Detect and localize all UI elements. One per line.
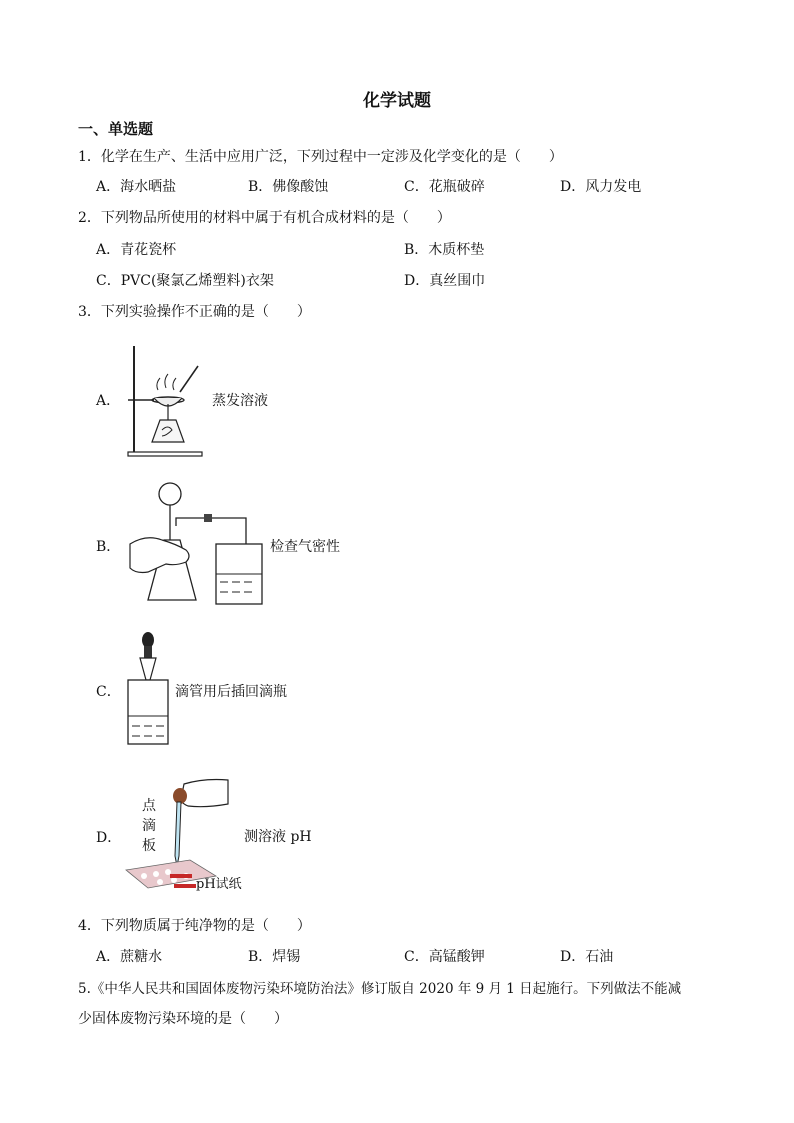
q1-option-d[interactable]: D．风力发电 — [560, 179, 642, 195]
dropper-bottle-figure — [124, 630, 172, 748]
q3-option-d-caption: 测溶液 pH — [244, 829, 312, 845]
q4-option-a[interactable]: A．蔗糖水 — [96, 949, 163, 965]
q3-option-c-caption: 滴管用后插回滴瓶 — [175, 684, 287, 700]
q4-option-b[interactable]: B．焊锡 — [248, 949, 301, 965]
q2-option-d[interactable]: D．真丝围巾 — [404, 273, 486, 289]
plate-label-char-3: 板 — [142, 838, 156, 854]
q2-option-c[interactable]: C．PVC(聚氯乙烯塑料)衣架 — [96, 273, 274, 289]
question-2-stem: 2．下列物品所使用的材料中属于有机合成材料的是（ ） — [78, 210, 451, 226]
q1-option-a[interactable]: A．海水晒盐 — [96, 179, 177, 195]
q3-option-c-letter[interactable]: C． — [96, 684, 121, 700]
q3-option-a-letter[interactable]: A． — [96, 393, 121, 409]
question-1-stem: 1．化学在生产、生活中应用广泛，下列过程中一定涉及化学变化的是（ ） — [78, 149, 563, 165]
airtightness-check-figure — [124, 480, 270, 608]
plate-label-char-2: 滴 — [142, 818, 156, 834]
q4-option-d[interactable]: D．石油 — [560, 949, 614, 965]
section-heading: 一、单选题 — [78, 120, 154, 138]
plate-label-char-1: 点 — [142, 798, 156, 814]
page-title: 化学试题 — [363, 91, 431, 111]
q2-option-a[interactable]: A．青花瓷杯 — [96, 242, 177, 258]
question-3-stem: 3．下列实验操作不正确的是（ ） — [78, 304, 311, 320]
q4-option-c[interactable]: C．高锰酸钾 — [404, 949, 485, 965]
q3-option-d-plate-label — [142, 796, 156, 856]
q3-option-d-letter[interactable]: D． — [96, 830, 122, 846]
q1-option-c[interactable]: C．花瓶破碎 — [404, 179, 485, 195]
question-5-stem-line-2: 少固体废物污染环境的是（ ） — [78, 1011, 288, 1027]
evaporation-apparatus-figure — [124, 342, 206, 458]
q3-option-b-letter[interactable]: B． — [96, 539, 121, 555]
q3-option-a-caption: 蒸发溶液 — [212, 393, 268, 409]
q3-option-d-paper-label: pH试纸 — [196, 877, 242, 892]
question-5-stem-line-1: 5.《中华人民共和国固体废物污染环境防治法》修订版自 2020 年 9 月 1 日起施行。下列做法不能减 — [78, 981, 682, 997]
q3-option-b-caption: 检查气密性 — [270, 539, 340, 555]
q1-option-b[interactable]: B．佛像酸蚀 — [248, 179, 329, 195]
q2-option-b[interactable]: B．木质杯垫 — [404, 242, 485, 258]
question-4-stem: 4．下列物质属于纯净物的是（ ） — [78, 918, 311, 934]
